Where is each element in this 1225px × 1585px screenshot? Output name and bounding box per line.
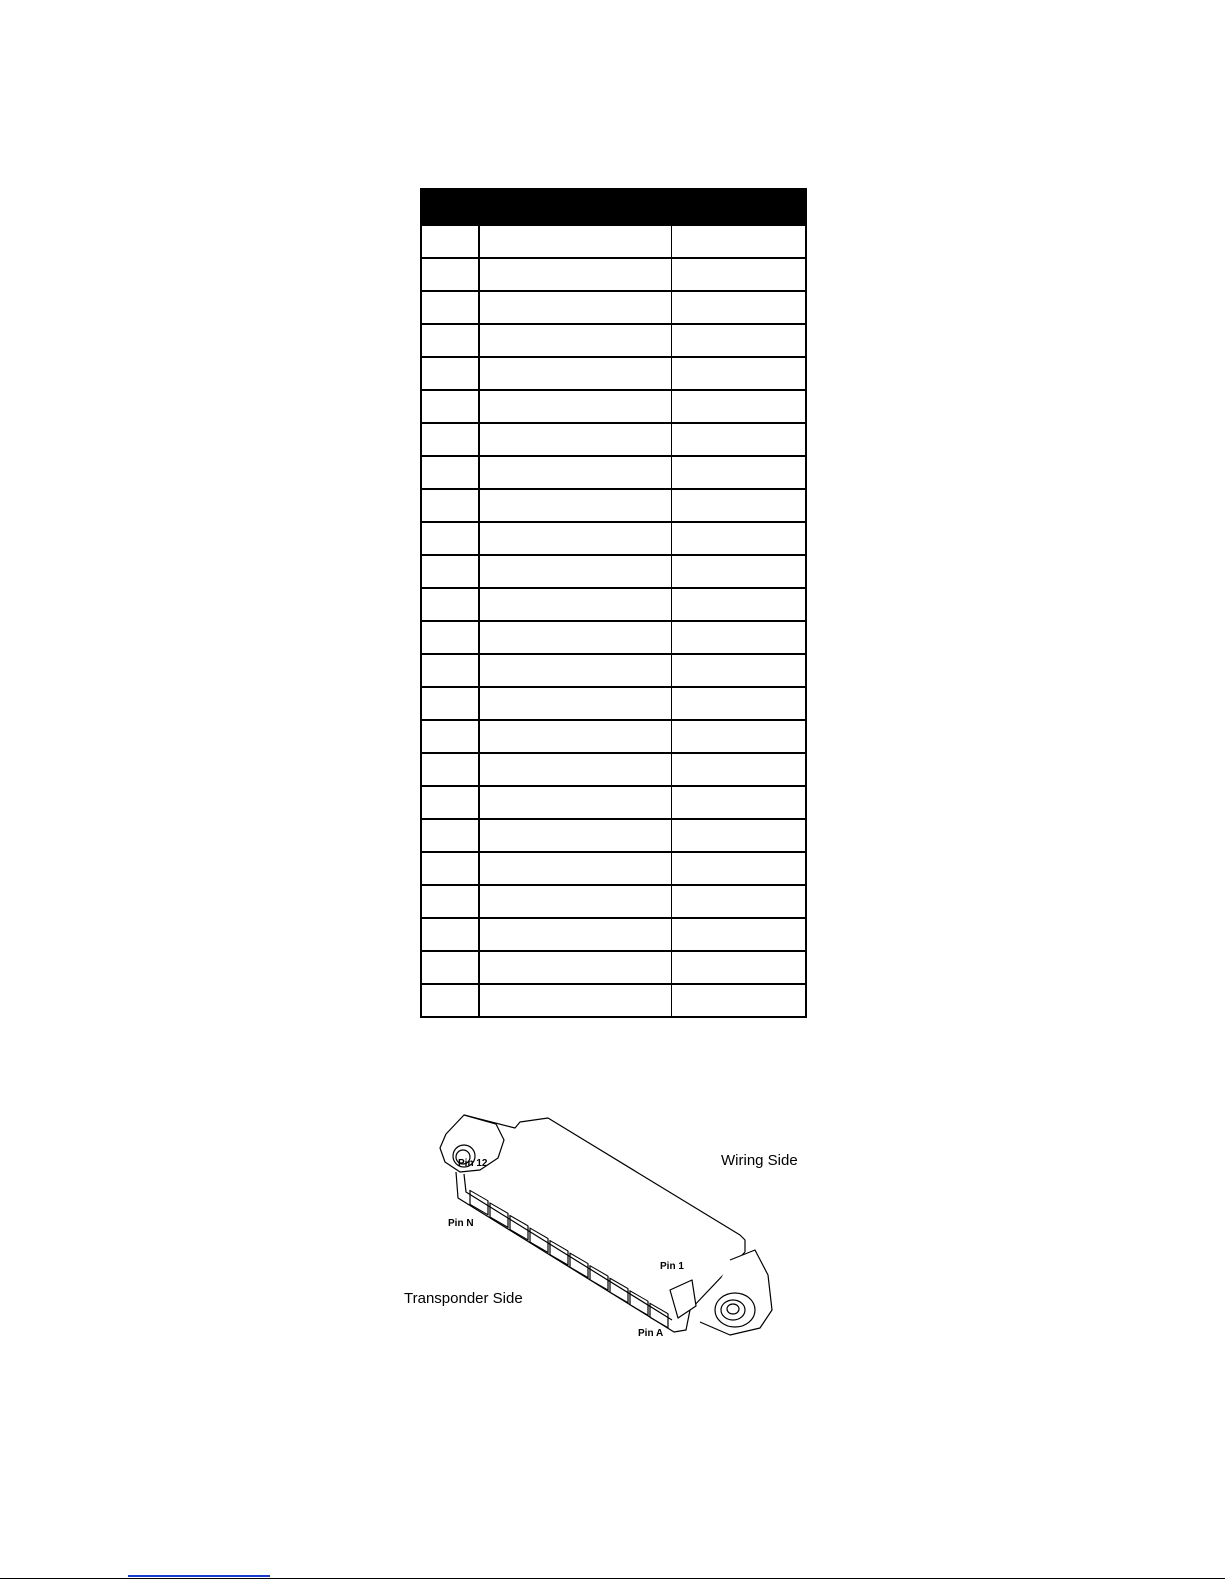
pin-a-label: Pin A [638,1328,664,1339]
signal-cell [479,456,671,489]
table-body [421,225,806,1017]
signal-cell [479,291,671,324]
pin-cell [421,258,479,291]
table-row [421,489,806,522]
pin-cell [421,918,479,951]
function-cell [671,720,806,753]
pinout-table [420,188,807,1018]
header-cell-function [671,189,806,225]
table-row [421,852,806,885]
connector-figure [400,1110,820,1355]
pin-cell [421,357,479,390]
signal-cell [479,819,671,852]
function-cell [671,852,806,885]
function-cell [671,918,806,951]
function-cell [671,357,806,390]
signal-cell [479,885,671,918]
pin-12-label: Pin 12 [458,1158,488,1169]
table-row [421,225,806,258]
signal-cell [479,357,671,390]
signal-cell [479,654,671,687]
pin-cell [421,291,479,324]
signal-cell [479,687,671,720]
function-cell [671,819,806,852]
table-row [421,522,806,555]
table-row [421,357,806,390]
pin-1-label: Pin 1 [660,1261,684,1272]
function-cell [671,687,806,720]
signal-cell [479,588,671,621]
function-cell [671,984,806,1017]
table-row [421,720,806,753]
pin-cell [421,324,479,357]
pin-cell [421,456,479,489]
header-cell-signal [421,189,671,225]
function-cell [671,786,806,819]
signal-cell [479,951,671,984]
function-cell [671,390,806,423]
signal-cell [479,786,671,819]
table-row [421,885,806,918]
connector-illustration [400,1110,820,1355]
pin-cell [421,390,479,423]
pin-cell [421,786,479,819]
table-row [421,291,806,324]
signal-cell [479,423,671,456]
table-row [421,984,806,1017]
function-cell [671,258,806,291]
pin-cell [421,951,479,984]
function-cell [671,423,806,456]
pin-cell [421,522,479,555]
signal-cell [479,390,671,423]
table-row [421,456,806,489]
table-row [421,753,806,786]
pin-cell [421,720,479,753]
signal-cell [479,621,671,654]
footer-divider [0,1578,1225,1579]
table-row [421,555,806,588]
table-row [421,687,806,720]
signal-cell [479,555,671,588]
signal-cell [479,918,671,951]
pin-cell [421,423,479,456]
pin-cell [421,555,479,588]
function-cell [671,885,806,918]
table-header-row [421,189,806,225]
pin-n-label: Pin N [448,1218,474,1229]
function-cell [671,291,806,324]
pin-cell [421,753,479,786]
signal-cell [479,753,671,786]
signal-cell [479,489,671,522]
table-row [421,423,806,456]
signal-cell [479,324,671,357]
table-row [421,258,806,291]
signal-cell [479,522,671,555]
signal-cell [479,720,671,753]
pin-cell [421,885,479,918]
function-cell [671,654,806,687]
pin-cell [421,621,479,654]
function-cell [671,555,806,588]
table-row [421,819,806,852]
pin-cell [421,489,479,522]
function-cell [671,522,806,555]
function-cell [671,324,806,357]
transponder-side-label: Transponder Side [404,1290,523,1307]
function-cell [671,621,806,654]
function-cell [671,588,806,621]
table-row [421,324,806,357]
pin-cell [421,225,479,258]
table-row [421,951,806,984]
signal-cell [479,852,671,885]
function-cell [671,753,806,786]
pin-cell [421,687,479,720]
function-cell [671,225,806,258]
wiring-side-label: Wiring Side [721,1152,798,1169]
table-row [421,621,806,654]
table-row [421,786,806,819]
pin-cell [421,654,479,687]
pin-cell [421,852,479,885]
signal-cell [479,225,671,258]
table-row [421,918,806,951]
function-cell [671,951,806,984]
pin-cell [421,588,479,621]
pin-cell [421,984,479,1017]
table-row [421,654,806,687]
function-cell [671,489,806,522]
function-cell [671,456,806,489]
signal-cell [479,258,671,291]
table-row [421,390,806,423]
pin-cell [421,819,479,852]
table-row [421,588,806,621]
signal-cell [479,984,671,1017]
footnote-link-underline[interactable] [128,1575,270,1577]
